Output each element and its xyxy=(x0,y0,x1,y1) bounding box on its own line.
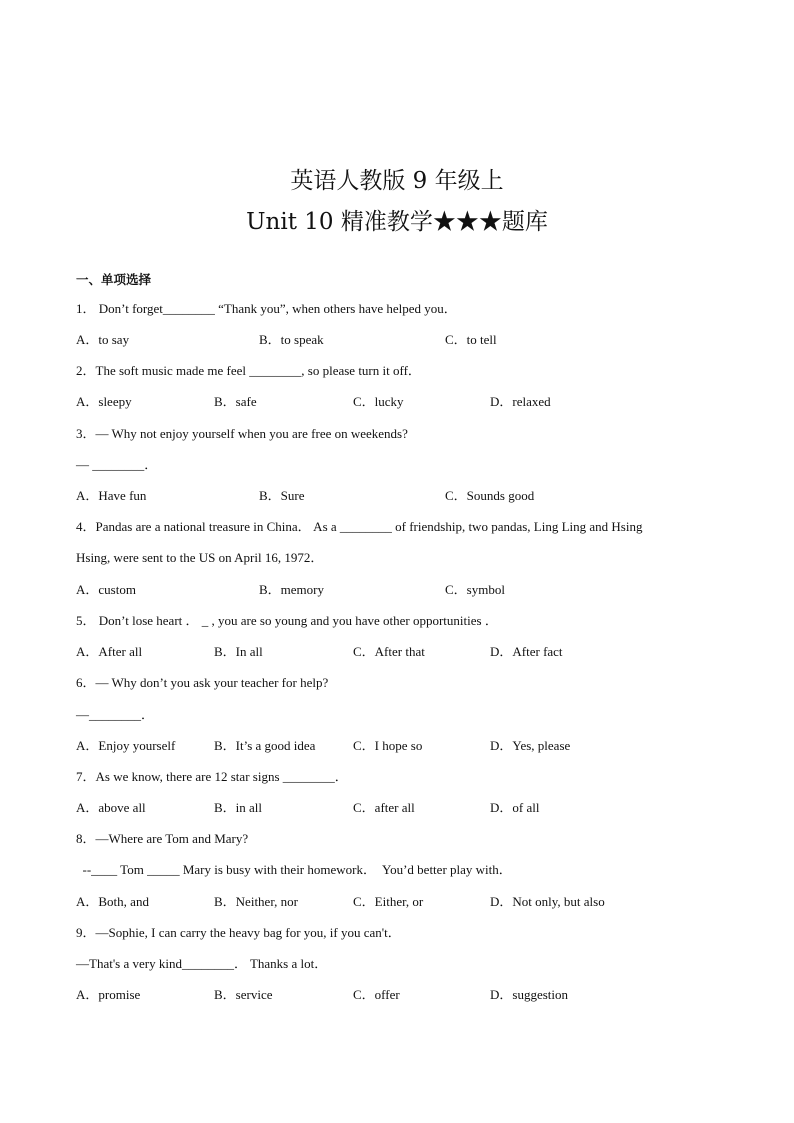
question-7-stem: 7．As we know, there are 12 star signs ________． xyxy=(76,769,348,784)
question-7-option-a: A．above all xyxy=(76,800,146,815)
question-5-option-a: A．After all xyxy=(76,644,143,659)
document-title: 英语人教版 9 年级上 xyxy=(290,168,504,194)
question-5-option-d: D．After fact xyxy=(490,644,563,659)
question-6-stem: 6．— Why don’t you ask your teacher for help? xyxy=(76,675,329,690)
question-8-option-c: C．Either, or xyxy=(353,894,424,909)
question-4-option-b: B．memory xyxy=(259,582,324,597)
question-8-option-a: A．Both, and xyxy=(76,894,149,909)
question-6-answer-line: —________． xyxy=(76,707,155,722)
question-2-option-c: C．lucky xyxy=(353,394,404,409)
question-6-option-b: B．It’s a good idea xyxy=(214,738,316,753)
question-3-option-c: C．Sounds good xyxy=(445,488,535,503)
question-3-answer-line: — ________． xyxy=(76,457,158,472)
question-2-option-d: D．relaxed xyxy=(490,394,551,409)
question-3-stem: 3．— Why not enjoy yourself when you are free on weekends? xyxy=(76,426,408,441)
question-6-option-a: A．Enjoy yourself xyxy=(76,738,176,753)
question-8-stem: 8．—Where are Tom and Mary? xyxy=(76,831,249,846)
question-1-option-c: C．to tell xyxy=(445,332,497,347)
question-1-option-b: B．to speak xyxy=(259,332,324,347)
question-7-option-b: B．in all xyxy=(214,800,263,815)
section-heading: 一、单项选择 xyxy=(76,272,152,287)
question-9-answer-line: —That's a very kind________． Thanks a lot． xyxy=(76,956,328,971)
question-9-option-a: A．promise xyxy=(76,987,141,1002)
question-4-option-a: A．custom xyxy=(76,582,136,597)
question-5-stem: 5． Don’t lose heart ． _ , you are so young and you have other opportunities ． xyxy=(76,613,498,628)
question-5-option-c: C．After that xyxy=(353,644,425,659)
question-8-option-b: B．Neither, nor xyxy=(214,894,298,909)
question-7-option-d: D．of all xyxy=(490,800,540,815)
question-6-option-c: C．I hope so xyxy=(353,738,423,753)
question-8-answer-line: --____ Tom _____ Mary is busy with their homework． You’d better play with． xyxy=(76,862,512,877)
question-7-option-c: C．after all xyxy=(353,800,415,815)
question-9-option-c: C．offer xyxy=(353,987,400,1002)
question-9-option-b: B．service xyxy=(214,987,273,1002)
question-2-stem: 2．The soft music made me feel ________, so please turn it off． xyxy=(76,363,421,378)
question-6-option-d: D．Yes, please xyxy=(490,738,571,753)
question-4-stem: 4．Pandas are a national treasure in China． As a ________ of friendship, two pandas, Ling Ling and Hsing xyxy=(76,519,643,534)
question-8-option-d: D．Not only, but also xyxy=(490,894,605,909)
question-1-stem: 1． Don’t forget________ “Thank you”, when others have helped you． xyxy=(76,301,457,316)
question-3-option-a: A．Have fun xyxy=(76,488,147,503)
question-2-option-b: B．safe xyxy=(214,394,257,409)
question-9-stem: 9．—Sophie, I can carry the heavy bag for you, if you can't． xyxy=(76,925,401,940)
document-subtitle: Unit 10 精准教学★★★题库 xyxy=(246,209,548,235)
question-9-option-d: D．suggestion xyxy=(490,987,569,1002)
question-4-option-c: C．symbol xyxy=(445,582,505,597)
question-3-option-b: B．Sure xyxy=(259,488,305,503)
question-1-option-a: A．to say xyxy=(76,332,130,347)
question-2-option-a: A．sleepy xyxy=(76,394,132,409)
question-5-option-b: B．In all xyxy=(214,644,263,659)
question-4-stem-continued: Hsing, were sent to the US on April 16, 1972． xyxy=(76,550,324,565)
